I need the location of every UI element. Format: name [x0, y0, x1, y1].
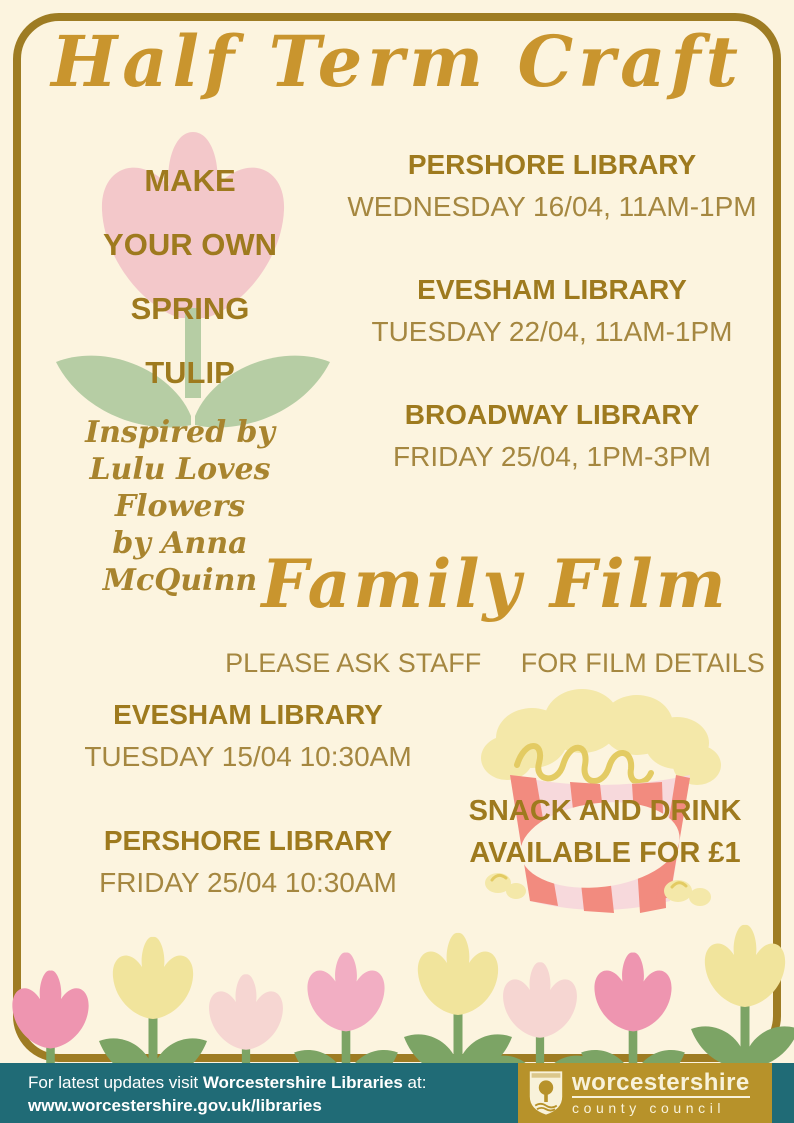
snack-price-text	[442, 790, 768, 874]
library-name: PERSHORE LIBRARY	[407, 149, 697, 180]
snack-line: SNACK AND DRINK	[468, 795, 742, 827]
library-name: EVESHAM LIBRARY	[113, 699, 383, 730]
tulip-row-illustration	[0, 915, 794, 1063]
make-your-own-text	[28, 163, 352, 419]
session-datetime: TUESDAY 22/04, 11AM-1PM	[371, 316, 733, 347]
library-name: BROADWAY LIBRARY	[404, 399, 700, 430]
promo-line: YOUR OWN	[103, 227, 277, 262]
footer-bar	[0, 1063, 794, 1123]
inspired-line: by Anna McQuinn	[102, 526, 258, 598]
library-name: PERSHORE LIBRARY	[103, 825, 393, 856]
promo-line: MAKE	[144, 163, 236, 198]
footer-url: www.worcestershire.gov.uk/libraries	[28, 1096, 322, 1115]
promo-line: TULIP	[145, 355, 235, 390]
film-note-right: FOR FILM DETAILS	[520, 648, 765, 678]
logo-name: worcestershire	[572, 1069, 750, 1096]
inspired-line: Inspired by	[85, 415, 275, 450]
film-note-left: PLEASE ASK STAFF	[225, 648, 482, 678]
film-session-evesham	[30, 698, 466, 774]
session-datetime: TUESDAY 15/04 10:30AM	[84, 741, 412, 772]
craft-sessions-list	[328, 148, 776, 523]
film-details-note	[190, 648, 794, 679]
logo-subtitle: county council	[572, 1100, 726, 1116]
session-datetime: FRIDAY 25/04, 1PM-3PM	[393, 441, 711, 472]
film-sessions-list	[30, 698, 466, 950]
council-crest-icon	[528, 1069, 564, 1117]
family-film-title: Family Film	[261, 545, 729, 623]
craft-session-evesham	[328, 273, 776, 349]
craft-session-pershore	[328, 148, 776, 224]
promo-line: SPRING	[130, 291, 250, 326]
page-title: Half Term Craft	[51, 20, 743, 103]
library-name: EVESHAM LIBRARY	[417, 274, 687, 305]
film-session-pershore	[30, 824, 466, 900]
county-council-logo	[518, 1063, 772, 1123]
footer-updates-text	[28, 1071, 426, 1117]
craft-session-broadway	[328, 398, 776, 474]
council-logo-text	[572, 1070, 750, 1116]
inspired-line: Lulu Loves Flowers	[89, 452, 271, 524]
session-datetime: WEDNESDAY 16/04, 11AM-1PM	[347, 191, 757, 222]
footer-line1: For latest updates visit Worcestershire Libraries at:	[28, 1073, 427, 1092]
snack-line: AVAILABLE FOR £1	[469, 837, 741, 869]
session-datetime: FRIDAY 25/04 10:30AM	[99, 867, 397, 898]
